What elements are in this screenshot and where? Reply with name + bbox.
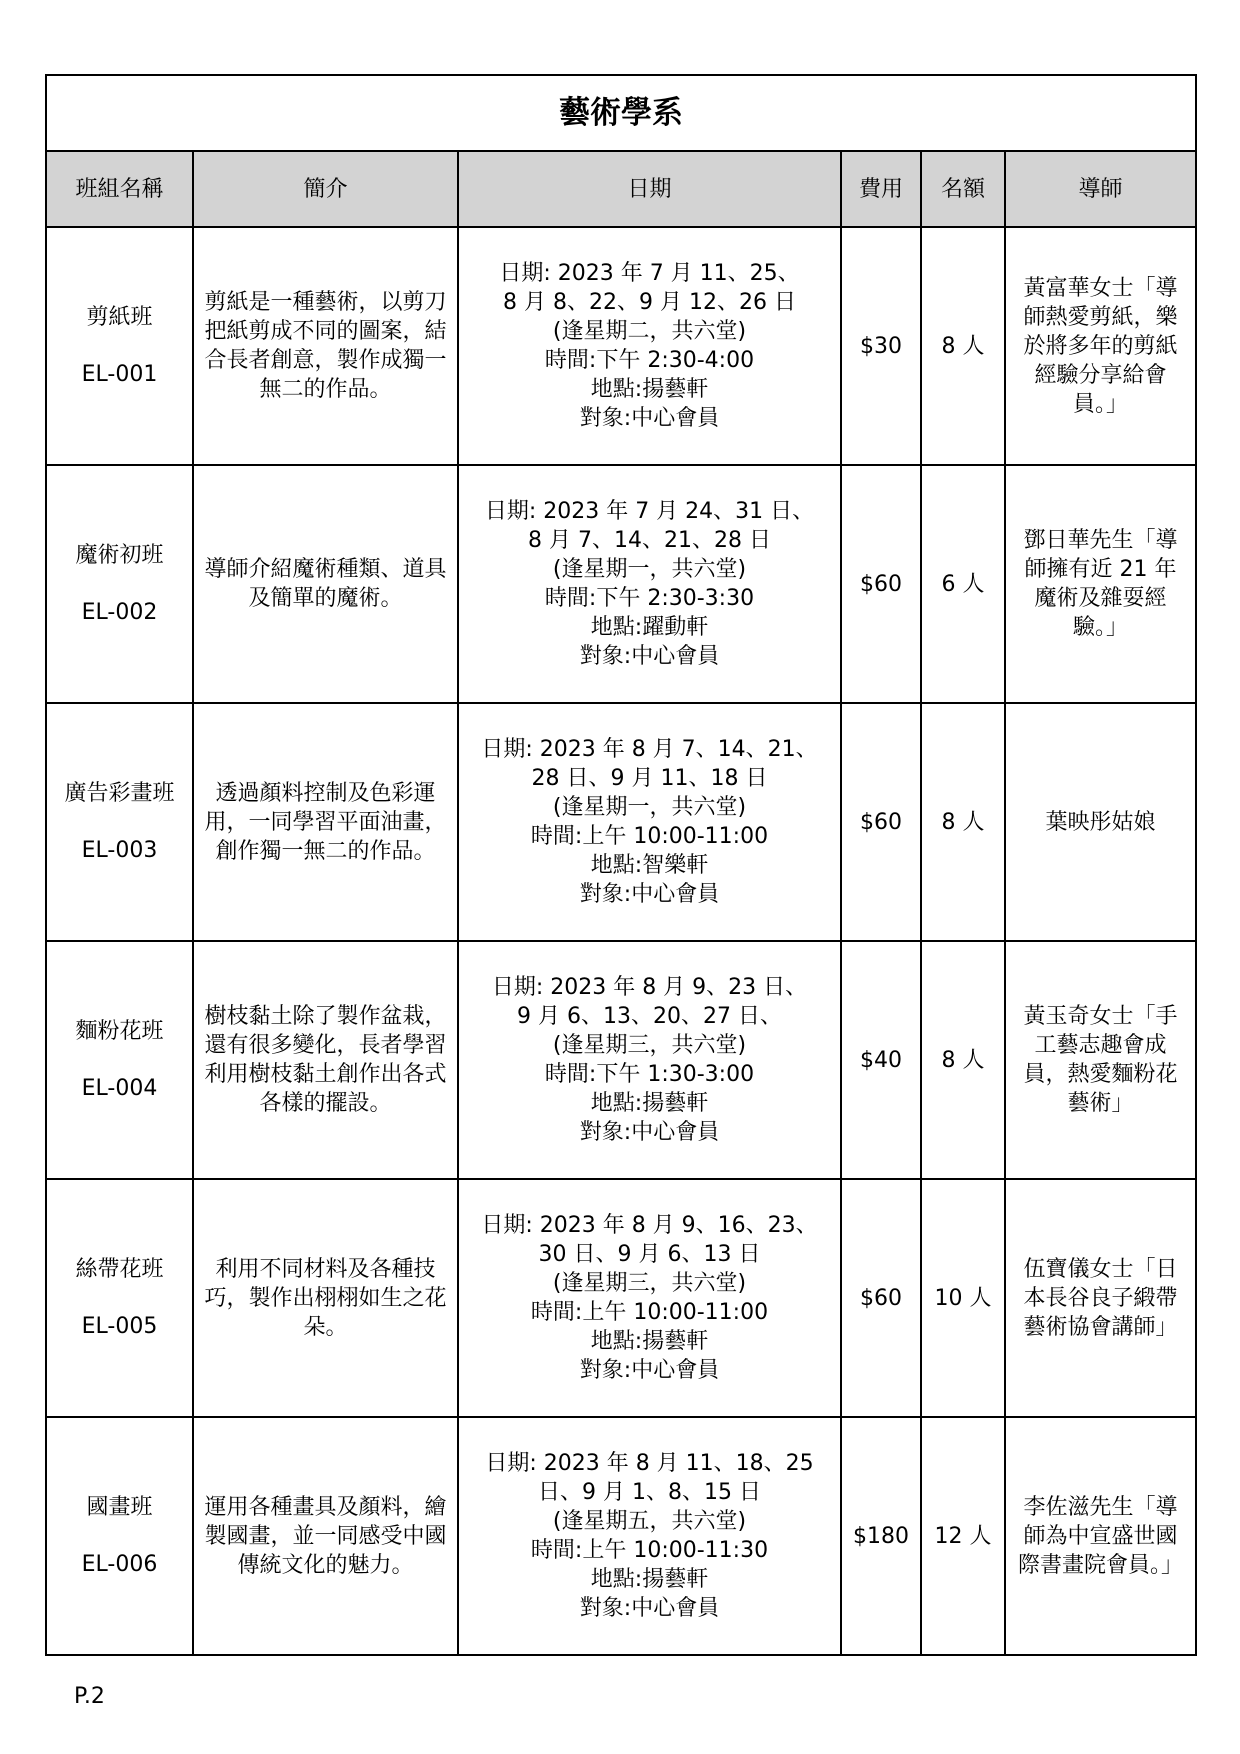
course-name: 麵粉花班 — [75, 1019, 164, 1044]
course-name: 魔術初班 — [75, 543, 164, 568]
table-row — [46, 465, 1196, 703]
course-tutor: 鄧日華先生「導師擁有近 21 年魔術及雜耍經驗。」 — [1005, 465, 1196, 703]
course-date — [458, 941, 841, 1179]
course-intro: 剪紙是一種藝術，以剪刀把紙剪成不同的圖案，結合長者創意，製作成獨一無二的作品。 — [193, 227, 458, 465]
course-quota: 6 人 — [921, 465, 1005, 703]
date-line: 日、9 月 1、8、15 日 — [538, 1480, 761, 1505]
header-quota: 名額 — [921, 151, 1005, 227]
page-number: P.2 — [74, 1684, 105, 1709]
date-line: 日期: 2023 年 7 月 24、31 日、 — [484, 499, 815, 524]
header-fee: 費用 — [841, 151, 921, 227]
course-code: EL-004 — [81, 1076, 158, 1101]
table-row — [46, 227, 1196, 465]
date-line: 對象:中心會員 — [579, 1120, 720, 1145]
date-line: 時間:下午 2:30-4:00 — [544, 348, 755, 373]
course-quota: 10 人 — [921, 1179, 1005, 1417]
course-fee: $40 — [841, 941, 921, 1179]
date-line: 地點:揚藝軒 — [590, 1091, 709, 1116]
course-name: 絲帶花班 — [75, 1257, 164, 1282]
date-line: 地點:躍動軒 — [590, 615, 709, 640]
date-line: 8 月 8、22、9 月 12、26 日 — [503, 290, 796, 315]
date-line: 地點:智樂軒 — [590, 853, 709, 878]
course-name: 國畫班 — [86, 1495, 153, 1520]
date-line: 對象:中心會員 — [579, 406, 720, 431]
course-fee: $60 — [841, 1179, 921, 1417]
date-line: 日期: 2023 年 8 月 11、18、25 — [485, 1451, 814, 1476]
date-line: 30 日、9 月 6、13 日 — [538, 1242, 761, 1267]
date-line: 地點:揚藝軒 — [590, 1567, 709, 1592]
date-line: (逢星期二，共六堂) — [552, 319, 747, 344]
date-line: 對象:中心會員 — [579, 1596, 720, 1621]
course-intro: 運用各種畫具及顏料，繪製國畫，並一同感受中國傳統文化的魅力。 — [193, 1417, 458, 1655]
course-date — [458, 1417, 841, 1655]
date-line: (逢星期三，共六堂) — [552, 1033, 747, 1058]
course-tutor: 葉映彤姑娘 — [1005, 703, 1196, 941]
date-line: 時間:上午 10:00-11:00 — [530, 1300, 769, 1325]
course-intro: 透過顏料控制及色彩運用，一同學習平面油畫，創作獨一無二的作品。 — [193, 703, 458, 941]
course-name-cell — [46, 227, 193, 465]
course-fee: $30 — [841, 227, 921, 465]
course-code: EL-005 — [81, 1314, 158, 1339]
course-name: 廣告彩畫班 — [64, 781, 175, 806]
course-name-cell — [46, 465, 193, 703]
course-date — [458, 1179, 841, 1417]
date-line: 對象:中心會員 — [579, 882, 720, 907]
date-line: (逢星期三，共六堂) — [552, 1271, 747, 1296]
date-line: 地點:揚藝軒 — [590, 1329, 709, 1354]
date-line: 8 月 7、14、21、28 日 — [528, 528, 771, 553]
date-line: (逢星期一，共六堂) — [552, 557, 747, 582]
date-line: 對象:中心會員 — [579, 1358, 720, 1383]
course-tutor: 李佐滋先生「導師為中宣盛世國際書畫院會員。」 — [1005, 1417, 1196, 1655]
course-tutor: 黃玉奇女士「手工藝志趣會成員，熱愛麵粉花藝術」 — [1005, 941, 1196, 1179]
table-row — [46, 1417, 1196, 1655]
date-line: (逢星期一，共六堂) — [552, 795, 747, 820]
course-quota: 8 人 — [921, 703, 1005, 941]
header-name: 班組名稱 — [46, 151, 193, 227]
date-line: 9 月 6、13、20、27 日、 — [517, 1004, 782, 1029]
course-fee: $60 — [841, 703, 921, 941]
date-line: 日期: 2023 年 8 月 9、23 日、 — [491, 975, 808, 1000]
date-line: 時間:下午 2:30-3:30 — [544, 586, 755, 611]
course-name-cell — [46, 941, 193, 1179]
course-name-cell — [46, 703, 193, 941]
header-tutor: 導師 — [1005, 151, 1196, 227]
date-line: 日期: 2023 年 8 月 9、16、23、 — [481, 1213, 818, 1238]
course-date — [458, 227, 841, 465]
date-line: 地點:揚藝軒 — [590, 377, 709, 402]
course-quota: 12 人 — [921, 1417, 1005, 1655]
course-code: EL-006 — [81, 1552, 158, 1577]
date-line: 對象:中心會員 — [579, 644, 720, 669]
course-name: 剪紙班 — [86, 305, 153, 330]
date-line: 日期: 2023 年 7 月 11、25、 — [499, 261, 800, 286]
course-fee: $180 — [841, 1417, 921, 1655]
date-line: 時間:上午 10:00-11:30 — [530, 1538, 769, 1563]
course-intro: 利用不同材料及各種技巧，製作出栩栩如生之花朵。 — [193, 1179, 458, 1417]
course-tutor: 黃富華女士「導師熱愛剪紙，樂於將多年的剪紙經驗分享給會員。」 — [1005, 227, 1196, 465]
table-row — [46, 1179, 1196, 1417]
course-code: EL-003 — [81, 838, 158, 863]
header-row — [46, 151, 1196, 227]
date-line: (逢星期五，共六堂) — [552, 1509, 747, 1534]
course-name-cell — [46, 1417, 193, 1655]
date-line: 日期: 2023 年 8 月 7、14、21、 — [481, 737, 818, 762]
date-line: 時間:上午 10:00-11:00 — [530, 824, 769, 849]
header-intro: 簡介 — [193, 151, 458, 227]
course-intro: 樹枝黏土除了製作盆栽，還有很多變化，長者學習利用樹枝黏土創作出各式各樣的擺設。 — [193, 941, 458, 1179]
date-line: 28 日、9 月 11、18 日 — [531, 766, 768, 791]
course-quota: 8 人 — [921, 227, 1005, 465]
date-line: 時間:下午 1:30-3:00 — [544, 1062, 755, 1087]
table-row — [46, 703, 1196, 941]
course-fee: $60 — [841, 465, 921, 703]
course-date — [458, 703, 841, 941]
header-date: 日期 — [458, 151, 841, 227]
course-code: EL-001 — [81, 362, 158, 387]
course-name-cell — [46, 1179, 193, 1417]
course-date — [458, 465, 841, 703]
course-table — [45, 74, 1197, 1656]
table-title: 藝術學系 — [46, 75, 1196, 151]
table-row — [46, 941, 1196, 1179]
course-intro: 導師介紹魔術種類、道具及簡單的魔術。 — [193, 465, 458, 703]
course-tutor: 伍寶儀女士「日本長谷良子緞帶藝術協會講師」 — [1005, 1179, 1196, 1417]
course-quota: 8 人 — [921, 941, 1005, 1179]
course-code: EL-002 — [81, 600, 158, 625]
